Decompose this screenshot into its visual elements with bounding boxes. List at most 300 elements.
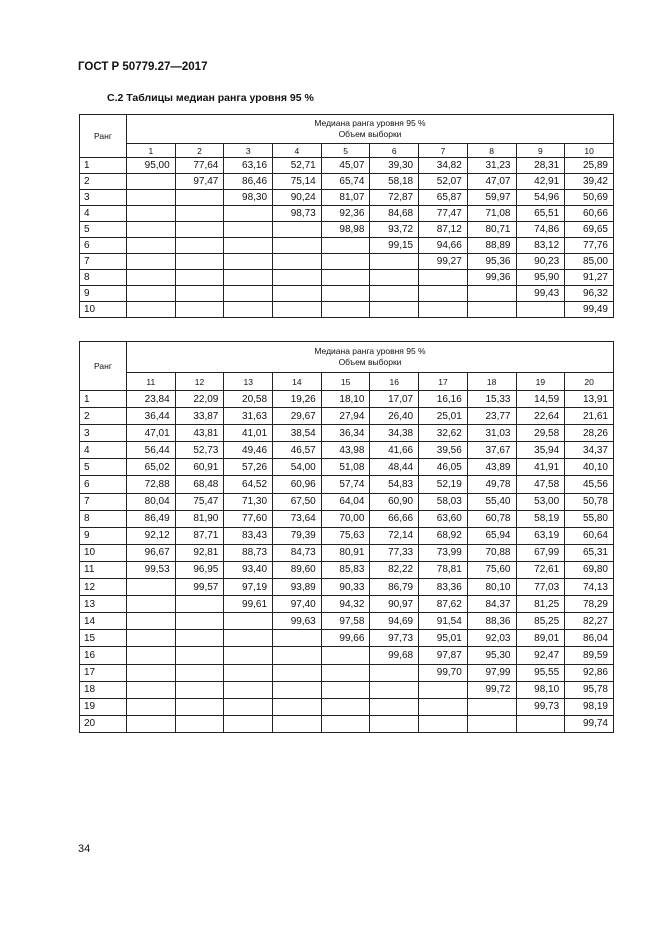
median-rank-cell [419, 681, 468, 698]
median-rank-cell [224, 206, 273, 222]
median-rank-cell: 78,81 [419, 561, 468, 578]
median-rank-cell: 96,32 [565, 286, 614, 302]
median-rank-cell [370, 681, 419, 698]
median-rank-cell: 99,73 [516, 698, 565, 715]
median-rank-cell: 97,58 [321, 613, 370, 630]
median-rank-cell: 75,63 [321, 527, 370, 544]
median-rank-cell [321, 286, 370, 302]
table-row [80, 630, 614, 647]
rank-cell: 8 [80, 510, 127, 527]
median-rank-cell [370, 270, 419, 286]
rank-cell: 7 [80, 254, 127, 270]
median-rank-cell [175, 222, 224, 238]
median-rank-cell: 74,86 [516, 222, 565, 238]
table-row [80, 510, 614, 527]
rank-cell: 2 [80, 408, 127, 425]
median-rank-cell [419, 698, 468, 715]
median-rank-cell: 35,94 [516, 442, 565, 459]
median-rank-cell: 98,98 [321, 222, 370, 238]
median-rank-cell: 88,73 [224, 544, 273, 561]
median-rank-cell: 60,90 [370, 493, 419, 510]
table-row [80, 174, 614, 190]
table-row [80, 527, 614, 544]
median-rank-cell: 77,60 [224, 510, 273, 527]
median-rank-cell: 72,61 [516, 561, 565, 578]
median-rank-cell: 97,19 [224, 579, 273, 596]
median-rank-cell: 73,99 [419, 544, 468, 561]
median-rank-cell [273, 254, 322, 270]
sample-size-header: 6 [370, 144, 419, 158]
table-row [80, 302, 614, 318]
median-rank-cell: 99,57 [175, 579, 224, 596]
median-rank-cell: 60,91 [175, 459, 224, 476]
table-row [80, 286, 614, 302]
median-rank-cell: 95,55 [516, 664, 565, 681]
median-rank-cell [127, 190, 176, 206]
table-row [80, 459, 614, 476]
median-rank-cell: 89,60 [273, 561, 322, 578]
rank-cell: 4 [80, 206, 127, 222]
median-rank-cell: 15,33 [467, 391, 516, 408]
median-rank-cell: 77,76 [565, 238, 614, 254]
median-rank-cell: 53,00 [516, 493, 565, 510]
median-rank-cell: 63,60 [419, 510, 468, 527]
median-rank-cell: 95,30 [467, 647, 516, 664]
rank-cell: 6 [80, 476, 127, 493]
median-rank-cell: 63,19 [516, 527, 565, 544]
median-rank-cell: 86,49 [127, 510, 176, 527]
table-row [80, 206, 614, 222]
median-rank-cell: 77,33 [370, 544, 419, 561]
median-rank-cell: 22,64 [516, 408, 565, 425]
median-rank-cell: 64,04 [321, 493, 370, 510]
median-rank-cell: 17,07 [370, 391, 419, 408]
table-row [80, 579, 614, 596]
median-rank-cell: 45,56 [565, 476, 614, 493]
median-rank-cell: 80,04 [127, 493, 176, 510]
median-rank-table-11-20 [79, 341, 614, 733]
median-rank-cell: 71,30 [224, 493, 273, 510]
median-rank-cell: 31,63 [224, 408, 273, 425]
rank-cell: 5 [80, 222, 127, 238]
median-rank-cell: 91,27 [565, 270, 614, 286]
median-rank-cell: 72,87 [370, 190, 419, 206]
median-rank-cell: 75,14 [273, 174, 322, 190]
median-rank-cell [467, 715, 516, 732]
median-rank-cell: 99,15 [370, 238, 419, 254]
table-row [80, 493, 614, 510]
median-rank-cell: 91,54 [419, 613, 468, 630]
median-rank-cell: 86,46 [224, 174, 273, 190]
median-rank-cell: 94,32 [321, 596, 370, 613]
median-rank-cell [321, 238, 370, 254]
median-rank-cell [321, 715, 370, 732]
document-standard-title: ГОСТ Р 50779.27—2017 [78, 61, 208, 73]
rank-column-header: Ранг [80, 342, 127, 391]
median-rank-cell [127, 579, 176, 596]
sample-size-header: 17 [419, 373, 468, 391]
median-rank-cell: 77,03 [516, 579, 565, 596]
sample-size-header: 13 [224, 373, 273, 391]
median-rank-cell: 97,99 [467, 664, 516, 681]
median-rank-cell: 75,47 [175, 493, 224, 510]
median-rank-cell: 75,60 [467, 561, 516, 578]
median-rank-cell [273, 286, 322, 302]
median-rank-cell [224, 681, 273, 698]
median-rank-cell: 20,58 [224, 391, 273, 408]
table-row [80, 476, 614, 493]
median-rank-cell: 85,25 [516, 613, 565, 630]
median-rank-cell: 49,46 [224, 442, 273, 459]
median-rank-cell [224, 270, 273, 286]
sample-size-header: 19 [516, 373, 565, 391]
table-row [80, 254, 614, 270]
median-rank-cell: 99,68 [370, 647, 419, 664]
median-rank-cell: 87,12 [419, 222, 468, 238]
median-rank-cell: 90,24 [273, 190, 322, 206]
median-rank-cell [370, 302, 419, 318]
median-rank-cell: 93,89 [273, 579, 322, 596]
median-rank-cell [175, 206, 224, 222]
median-rank-cell [419, 270, 468, 286]
median-rank-cell: 32,62 [419, 425, 468, 442]
rank-cell: 11 [80, 561, 127, 578]
median-rank-cell: 97,40 [273, 596, 322, 613]
median-rank-cell [321, 647, 370, 664]
median-rank-cell: 39,42 [565, 174, 614, 190]
median-rank-cell: 43,81 [175, 425, 224, 442]
median-rank-cell [175, 681, 224, 698]
median-rank-cell [175, 698, 224, 715]
median-rank-cell: 14,59 [516, 391, 565, 408]
median-rank-cell [516, 715, 565, 732]
median-rank-cell: 90,97 [370, 596, 419, 613]
median-rank-cell: 97,73 [370, 630, 419, 647]
median-rank-cell: 81,90 [175, 510, 224, 527]
median-rank-cell [467, 698, 516, 715]
median-rank-cell: 47,58 [516, 476, 565, 493]
median-rank-cell [273, 238, 322, 254]
median-rank-cell: 90,33 [321, 579, 370, 596]
median-rank-cell [273, 715, 322, 732]
median-rank-cell: 19,26 [273, 391, 322, 408]
sample-size-header: 12 [175, 373, 224, 391]
median-rank-cell [419, 715, 468, 732]
median-rank-cell [175, 270, 224, 286]
median-rank-cell: 66,66 [370, 510, 419, 527]
rank-cell: 9 [80, 527, 127, 544]
table-row [80, 425, 614, 442]
median-rank-cell: 67,50 [273, 493, 322, 510]
median-rank-cell: 77,64 [175, 158, 224, 174]
table-row [80, 715, 614, 732]
sample-size-header: 5 [321, 144, 370, 158]
median-rank-cell: 99,49 [565, 302, 614, 318]
span-column-header [127, 342, 614, 373]
median-rank-cell [127, 286, 176, 302]
median-rank-cell: 29,58 [516, 425, 565, 442]
median-rank-cell: 63,16 [224, 158, 273, 174]
median-rank-cell: 37,67 [467, 442, 516, 459]
median-rank-cell: 70,88 [467, 544, 516, 561]
median-rank-cell: 90,23 [516, 254, 565, 270]
median-rank-cell: 74,13 [565, 579, 614, 596]
median-rank-cell: 39,56 [419, 442, 468, 459]
median-rank-cell: 69,80 [565, 561, 614, 578]
median-rank-cell: 92,86 [565, 664, 614, 681]
median-rank-cell: 26,40 [370, 408, 419, 425]
median-rank-cell: 78,29 [565, 596, 614, 613]
sample-size-header: 10 [565, 144, 614, 158]
median-rank-cell [273, 698, 322, 715]
rank-cell: 6 [80, 238, 127, 254]
median-rank-cell: 99,61 [224, 596, 273, 613]
span-header-title: Медиана ранга уровня 95 % [314, 118, 426, 128]
median-rank-cell: 52,07 [419, 174, 468, 190]
sample-size-header: 1 [127, 144, 176, 158]
rank-cell: 10 [80, 302, 127, 318]
rank-cell: 8 [80, 270, 127, 286]
median-rank-cell [467, 302, 516, 318]
median-rank-cell: 99,66 [321, 630, 370, 647]
table-row [80, 408, 614, 425]
median-rank-cell: 70,00 [321, 510, 370, 527]
median-rank-cell: 34,37 [565, 442, 614, 459]
table-row [80, 391, 614, 408]
median-rank-cell [127, 270, 176, 286]
table-row [80, 238, 614, 254]
sample-size-header: 20 [565, 373, 614, 391]
median-rank-cell [467, 286, 516, 302]
median-rank-cell: 25,89 [565, 158, 614, 174]
median-rank-cell: 89,59 [565, 647, 614, 664]
median-rank-cell: 50,78 [565, 493, 614, 510]
median-rank-cell [321, 698, 370, 715]
median-rank-cell: 98,73 [273, 206, 322, 222]
median-rank-cell: 36,34 [321, 425, 370, 442]
median-rank-cell: 83,43 [224, 527, 273, 544]
sample-size-header: 11 [127, 373, 176, 391]
rank-cell: 2 [80, 174, 127, 190]
rank-cell: 10 [80, 544, 127, 561]
median-rank-table-1-10 [79, 114, 614, 318]
rank-cell: 5 [80, 459, 127, 476]
rank-cell: 3 [80, 425, 127, 442]
rank-cell: 9 [80, 286, 127, 302]
median-rank-cell: 23,84 [127, 391, 176, 408]
median-rank-cell: 88,36 [467, 613, 516, 630]
sample-size-header: 8 [467, 144, 516, 158]
median-rank-cell [370, 698, 419, 715]
median-rank-cell: 58,19 [516, 510, 565, 527]
table-row [80, 596, 614, 613]
median-rank-cell [273, 630, 322, 647]
rank-cell: 18 [80, 681, 127, 698]
rank-cell: 4 [80, 442, 127, 459]
median-rank-cell: 25,01 [419, 408, 468, 425]
median-rank-cell: 38,54 [273, 425, 322, 442]
median-rank-cell: 48,44 [370, 459, 419, 476]
median-rank-cell [273, 664, 322, 681]
median-rank-cell: 86,79 [370, 579, 419, 596]
median-rank-cell: 97,87 [419, 647, 468, 664]
median-rank-cell [273, 647, 322, 664]
median-rank-cell [224, 613, 273, 630]
median-rank-cell: 65,51 [516, 206, 565, 222]
median-rank-cell [127, 664, 176, 681]
rank-cell: 17 [80, 664, 127, 681]
median-rank-cell: 87,62 [419, 596, 468, 613]
median-rank-cell [175, 596, 224, 613]
median-rank-cell: 52,19 [419, 476, 468, 493]
median-rank-cell: 65,02 [127, 459, 176, 476]
rank-cell: 7 [80, 493, 127, 510]
median-rank-cell: 87,71 [175, 527, 224, 544]
median-rank-cell: 52,71 [273, 158, 322, 174]
median-rank-cell: 85,83 [321, 561, 370, 578]
median-rank-cell [321, 664, 370, 681]
median-rank-cell: 92,81 [175, 544, 224, 561]
median-rank-cell [127, 174, 176, 190]
median-rank-cell [127, 206, 176, 222]
median-rank-cell: 13,91 [565, 391, 614, 408]
median-rank-cell: 49,78 [467, 476, 516, 493]
median-rank-cell: 39,30 [370, 158, 419, 174]
median-rank-cell: 60,66 [565, 206, 614, 222]
span-header-subtitle: Объем выборки [338, 129, 402, 139]
table-row [80, 270, 614, 286]
median-rank-cell: 96,95 [175, 561, 224, 578]
sample-size-header: 4 [273, 144, 322, 158]
median-rank-cell: 33,87 [175, 408, 224, 425]
median-rank-cell: 57,74 [321, 476, 370, 493]
sample-size-header: 3 [224, 144, 273, 158]
median-rank-cell: 65,31 [565, 544, 614, 561]
median-rank-cell: 95,00 [127, 158, 176, 174]
median-rank-cell [127, 647, 176, 664]
median-rank-cell: 93,72 [370, 222, 419, 238]
median-rank-cell [370, 664, 419, 681]
median-rank-cell: 41,66 [370, 442, 419, 459]
median-rank-cell: 47,01 [127, 425, 176, 442]
median-rank-cell: 54,83 [370, 476, 419, 493]
median-rank-cell: 82,27 [565, 613, 614, 630]
median-rank-cell [175, 664, 224, 681]
median-rank-cell: 43,98 [321, 442, 370, 459]
median-rank-cell: 41,91 [516, 459, 565, 476]
median-rank-cell [224, 664, 273, 681]
median-rank-cell: 99,27 [419, 254, 468, 270]
median-rank-cell: 54,00 [273, 459, 322, 476]
table-row [80, 698, 614, 715]
median-rank-cell: 55,40 [467, 493, 516, 510]
median-rank-cell: 69,65 [565, 222, 614, 238]
median-rank-cell: 59,97 [467, 190, 516, 206]
median-rank-cell [273, 270, 322, 286]
median-rank-cell: 84,73 [273, 544, 322, 561]
median-rank-cell: 23,77 [467, 408, 516, 425]
median-rank-cell: 92,47 [516, 647, 565, 664]
median-rank-cell [224, 222, 273, 238]
median-rank-cell: 52,73 [175, 442, 224, 459]
median-rank-cell: 65,74 [321, 174, 370, 190]
median-rank-cell [224, 286, 273, 302]
median-rank-cell [127, 596, 176, 613]
median-rank-cell: 72,14 [370, 527, 419, 544]
median-rank-cell: 92,03 [467, 630, 516, 647]
median-rank-cell [419, 302, 468, 318]
sample-size-header: 7 [419, 144, 468, 158]
median-rank-cell [127, 715, 176, 732]
table-row [80, 664, 614, 681]
median-rank-cell: 98,30 [224, 190, 273, 206]
rank-cell: 12 [80, 579, 127, 596]
span-column-header [127, 115, 614, 144]
median-rank-cell [224, 254, 273, 270]
median-rank-cell: 18,10 [321, 391, 370, 408]
table-row [80, 647, 614, 664]
median-rank-cell: 95,78 [565, 681, 614, 698]
median-rank-cell: 60,96 [273, 476, 322, 493]
median-rank-cell [370, 254, 419, 270]
median-rank-cell [175, 613, 224, 630]
span-header-title: Медиана ранга уровня 95 % [314, 346, 426, 356]
median-rank-cell: 97,47 [175, 174, 224, 190]
median-rank-cell: 27,94 [321, 408, 370, 425]
median-rank-cell [127, 238, 176, 254]
section-title: С.2 Таблицы медиан ранга уровня 95 % [107, 92, 314, 104]
median-rank-cell: 60,78 [467, 510, 516, 527]
median-rank-cell [175, 238, 224, 254]
median-rank-cell: 68,92 [419, 527, 468, 544]
median-rank-cell: 88,89 [467, 238, 516, 254]
median-rank-cell: 85,00 [565, 254, 614, 270]
median-rank-cell [175, 715, 224, 732]
median-rank-cell: 34,82 [419, 158, 468, 174]
median-rank-cell: 50,69 [565, 190, 614, 206]
median-rank-cell: 83,12 [516, 238, 565, 254]
median-rank-cell: 73,64 [273, 510, 322, 527]
median-rank-cell: 65,94 [467, 527, 516, 544]
table-row [80, 190, 614, 206]
median-rank-cell: 95,01 [419, 630, 468, 647]
rank-column-header: Ранг [80, 115, 127, 158]
table-row [80, 222, 614, 238]
median-rank-cell: 46,57 [273, 442, 322, 459]
median-rank-cell [175, 286, 224, 302]
median-rank-cell [224, 630, 273, 647]
median-rank-cell [127, 613, 176, 630]
sample-size-header: 14 [273, 373, 322, 391]
median-rank-cell: 92,36 [321, 206, 370, 222]
median-rank-cell: 80,10 [467, 579, 516, 596]
median-rank-cell: 99,63 [273, 613, 322, 630]
median-rank-cell: 82,22 [370, 561, 419, 578]
median-rank-cell [127, 681, 176, 698]
median-rank-cell [127, 698, 176, 715]
median-rank-cell: 99,36 [467, 270, 516, 286]
median-rank-cell: 81,07 [321, 190, 370, 206]
median-rank-cell: 45,07 [321, 158, 370, 174]
median-rank-cell: 99,74 [565, 715, 614, 732]
median-rank-cell: 57,26 [224, 459, 273, 476]
median-rank-cell: 89,01 [516, 630, 565, 647]
table-row [80, 613, 614, 630]
median-rank-cell: 42,91 [516, 174, 565, 190]
median-rank-cell: 29,67 [273, 408, 322, 425]
median-rank-cell [175, 630, 224, 647]
rank-cell: 20 [80, 715, 127, 732]
